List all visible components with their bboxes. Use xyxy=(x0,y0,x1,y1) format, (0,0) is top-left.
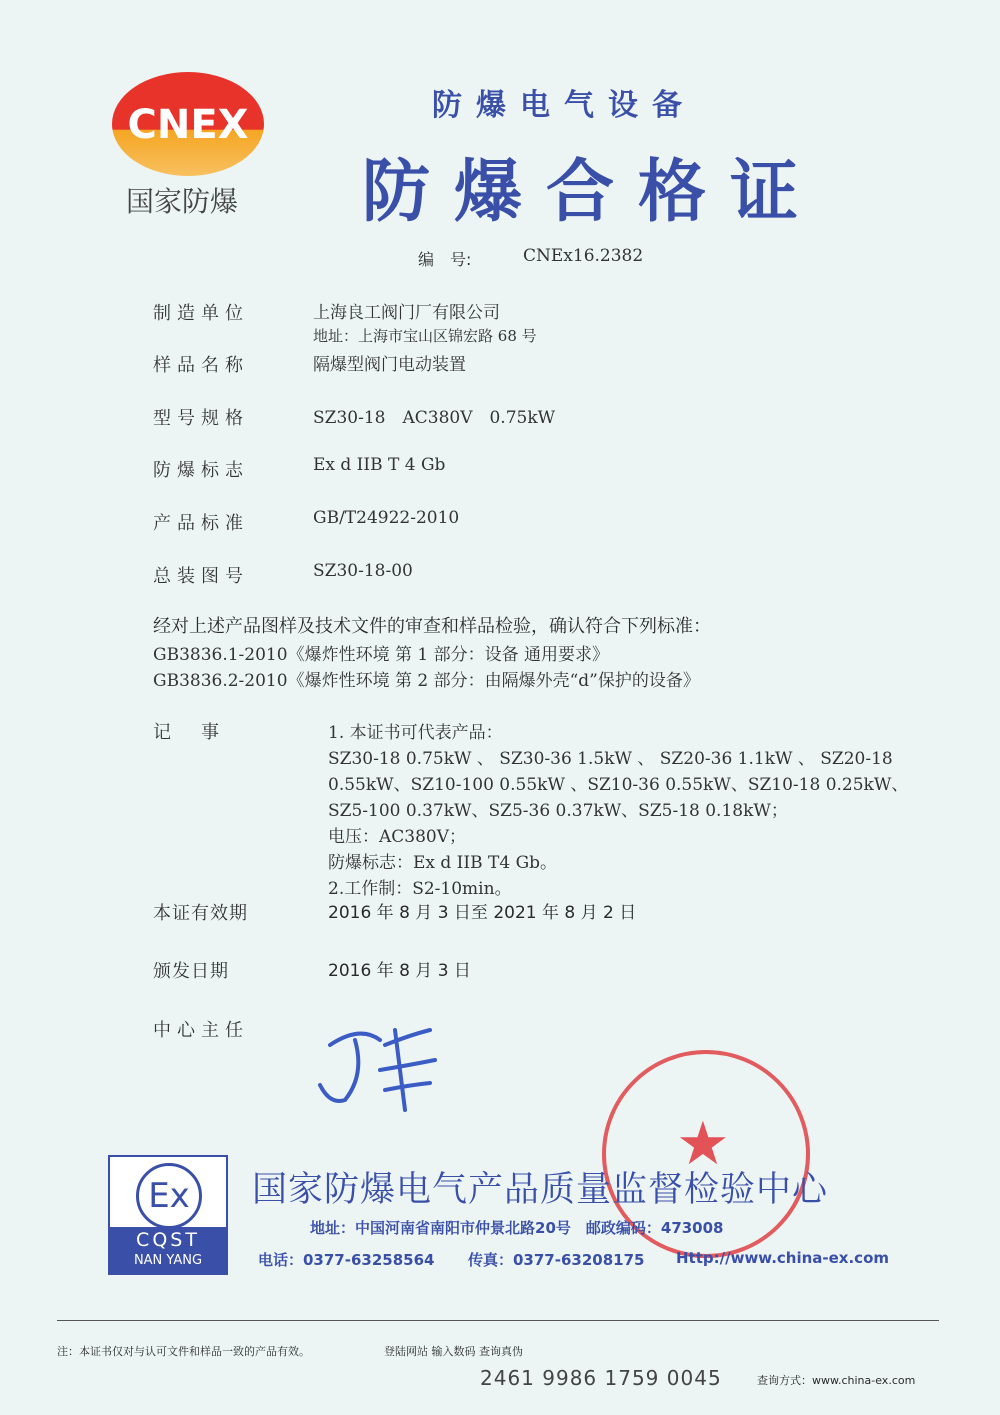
field-value: Ex d IIB T 4 Gb xyxy=(313,455,446,475)
validity-label: 本证有效期 xyxy=(153,903,248,924)
footer-query: 查询方式：www.china-ex.com xyxy=(757,1374,916,1387)
notes-label: 记 事 xyxy=(153,722,225,743)
verification-code: 2461 9986 1759 0045 xyxy=(480,1366,722,1390)
issuer-phone: 电话：0377-63258564 xyxy=(258,1251,435,1269)
issuer-name: 国家防爆电气产品质量监督检验中心 xyxy=(252,1170,829,1210)
field-value: SZ30-18-00 xyxy=(313,561,413,581)
star-icon: ★ xyxy=(676,1109,730,1179)
note-line: SZ30-18 0.75kW 、 SZ30-36 1.5kW 、 SZ20-36 1.1kW 、 SZ20-18 xyxy=(328,749,893,769)
field-label: 产品标准 xyxy=(153,513,249,534)
page-title: 防爆合格证 xyxy=(362,153,823,232)
number-label: 编 号: xyxy=(418,250,472,269)
note-line: 2.工作制：S2-10min。 xyxy=(328,879,512,899)
validity-value: 2016 年 8 月 3 日至 2021 年 8 月 2 日 xyxy=(328,903,637,923)
issuer-website: Http://www.china-ex.com xyxy=(676,1249,890,1267)
issuer-address: 地址：中国河南省南阳市仲景北路20号 邮政编码：473008 xyxy=(310,1219,724,1237)
note-line: 0.55kW、SZ10-100 0.55kW 、SZ10-36 0.55kW、SZ10-18 0.25kW、 xyxy=(328,775,909,795)
field-value: 隔爆型阀门电动装置 xyxy=(313,355,466,375)
field-label: 制造单位 xyxy=(153,303,249,324)
logo-caption: 国家防爆 xyxy=(126,185,239,218)
field-label: 防爆标志 xyxy=(153,460,249,481)
director-label: 中心主任 xyxy=(153,1020,249,1041)
footer-note: 注：本证书仅对与认可文件和样品一致的产品有效。 xyxy=(57,1345,310,1358)
field-label: 总装图号 xyxy=(153,566,249,587)
signature xyxy=(310,1015,450,1115)
note-line: 防爆标志：Ex d IIB T4 Gb。 xyxy=(328,853,558,873)
field-value: 上海良工阀门厂有限公司 xyxy=(313,303,500,323)
subtitle: 防爆电气设备 xyxy=(432,88,696,123)
issue-date-label: 颁发日期 xyxy=(153,961,229,982)
certificate-number: CNEx16.2382 xyxy=(523,246,644,266)
cqst-logo: Ex CQST NAN YANG xyxy=(108,1155,228,1275)
issuer-fax: 传真：0377-63208175 xyxy=(468,1251,645,1269)
note-line: 电压：AC380V； xyxy=(328,827,467,847)
note-line: SZ5-100 0.37kW、SZ5-36 0.37kW、SZ5-18 0.18kW； xyxy=(328,801,788,821)
standard-1: GB3836.1-2010《爆炸性环境 第 1 部分：设备 通用要求》 xyxy=(153,645,609,665)
field-label: 样品名称 xyxy=(153,355,249,376)
divider xyxy=(57,1320,939,1321)
field-value: SZ30-18 AC380V 0.75kW xyxy=(313,408,556,428)
conformity-intro: 经对上述产品图样及技术文件的审查和样品检验，确认符合下列标准： xyxy=(153,616,711,637)
footer-verify: 登陆网站 输入数码 查询真伪 xyxy=(384,1345,523,1358)
cnex-logo: CNEX xyxy=(112,72,264,176)
note-line: 1. 本证书可代表产品： xyxy=(328,723,503,743)
standard-2: GB3836.2-2010《爆炸性环境 第 2 部分：由隔爆外壳“d”保护的设备》 xyxy=(153,671,700,691)
issue-date-value: 2016 年 8 月 3 日 xyxy=(328,961,471,981)
field-label: 型号规格 xyxy=(153,408,249,429)
field-extra: 地址：上海市宝山区锦宏路 68 号 xyxy=(313,327,537,345)
field-value: GB/T24922-2010 xyxy=(313,508,460,528)
